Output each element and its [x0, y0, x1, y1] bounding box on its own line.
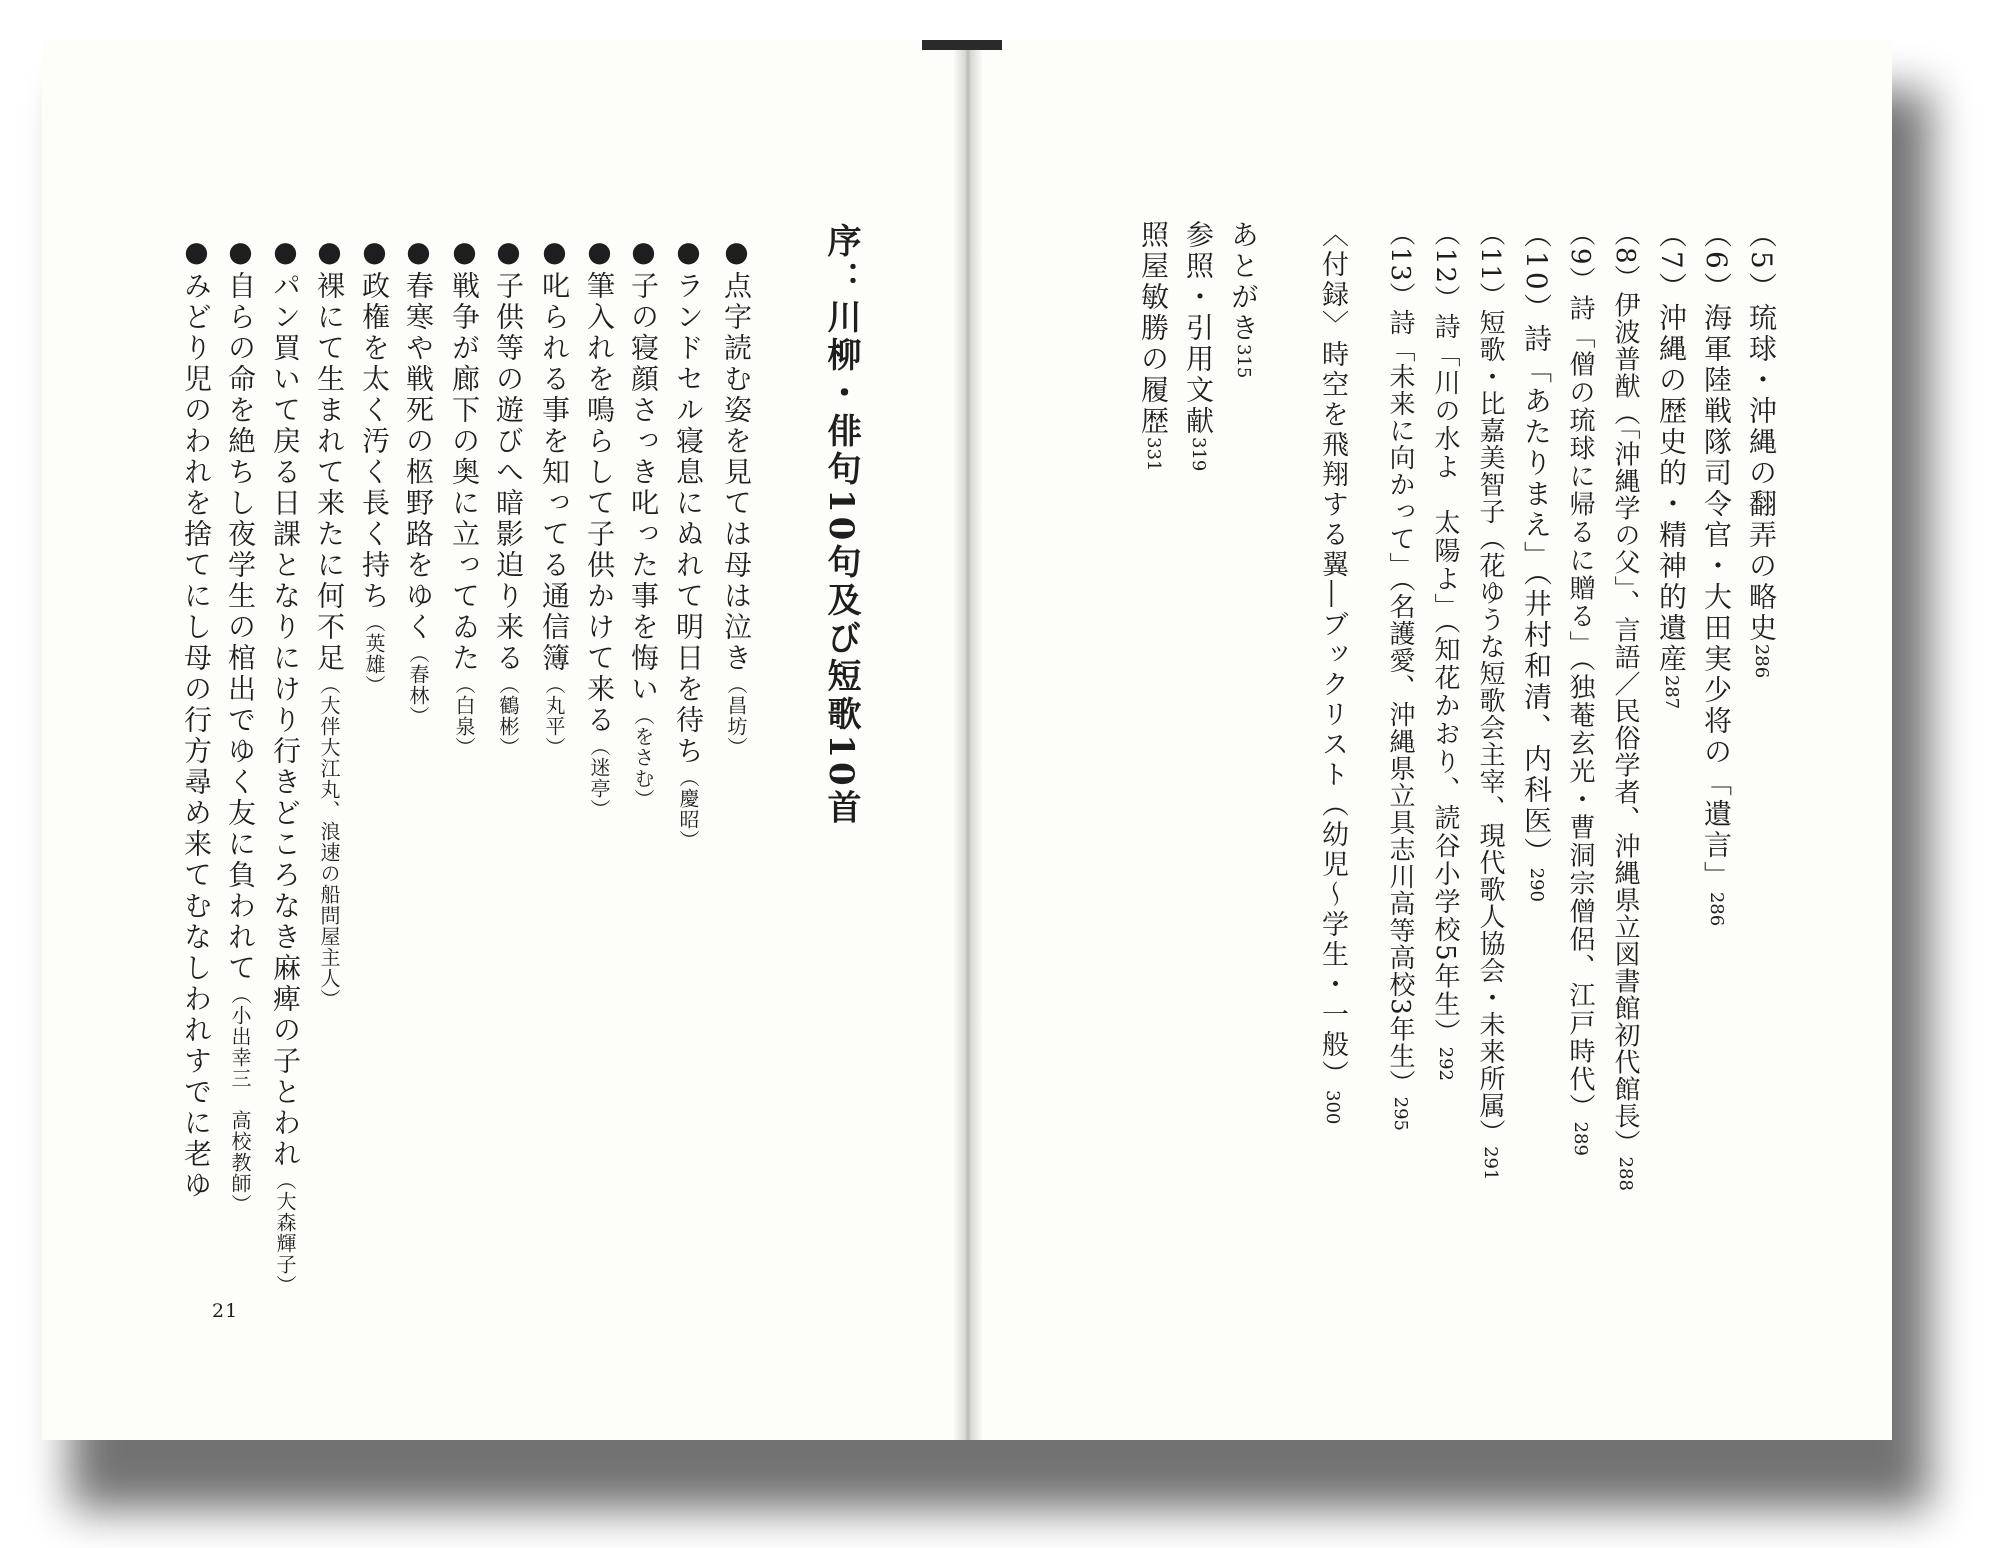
entry-11	[269, 235, 302, 1296]
entry-text: ●叱られる事を知ってる通信簿	[538, 235, 571, 674]
entry-author: （春林）	[406, 643, 430, 727]
entry-text: ●パン買いて戻る日課となりにけり行きどころなき麻痺の子とわれ	[269, 235, 302, 1170]
toc-page: 291	[1480, 1146, 1501, 1181]
entry-text: ●筆入れを鳴らして子供かけて来る	[583, 235, 616, 736]
entry-10	[313, 235, 346, 1010]
toc-page: 300	[1322, 1090, 1343, 1125]
entry-text: ●ランドセル寝息にぬれて明日を待ち	[672, 235, 705, 767]
toc-item-9	[1567, 220, 1593, 1156]
toc-item-afterword	[1227, 220, 1260, 379]
toc-text: 参照・引用文献	[1182, 220, 1215, 437]
entry-13	[180, 235, 213, 1201]
toc-page: 290	[1526, 867, 1547, 902]
entry-author: （鶴彬）	[496, 674, 520, 758]
book-gutter	[953, 40, 983, 1440]
section-heading: 序：川柳・俳句10句及び短歌10首	[821, 223, 861, 828]
toc-page: 288	[1615, 1156, 1636, 1191]
toc-page: 295	[1390, 1096, 1411, 1131]
entry-text: ●春寒や戦死の柩野路をゆく	[402, 235, 435, 643]
entry-author: （小出幸三 高校教師）	[228, 984, 252, 1215]
entry-author: （昌坊）	[724, 674, 748, 758]
toc-text: （13）詩「未来に向かって」（名護愛、沖縄県立具志川高等高校3年生）	[1385, 220, 1415, 1097]
entry-author: （英雄）	[362, 612, 386, 696]
toc-page: 319	[1188, 437, 1209, 472]
entry-8	[402, 235, 435, 727]
toc-page: 286	[1751, 643, 1772, 679]
entry-2	[672, 235, 705, 851]
toc-item-8	[1612, 220, 1638, 1191]
toc-text: （6）海軍陸戦隊司令官・大田実少将の「遺言」	[1700, 220, 1733, 892]
toc-item-6	[1700, 220, 1733, 927]
toc-item-biography	[1137, 220, 1170, 472]
entry-7	[448, 235, 481, 758]
entry-5	[538, 235, 571, 758]
toc-item-12	[1432, 220, 1458, 1081]
entry-author: （迷亭）	[587, 736, 611, 820]
entry-text: ●戦争が廊下の奥に立ってゐた	[448, 235, 481, 674]
toc-page: 292	[1435, 1046, 1456, 1081]
toc-page: 315	[1233, 344, 1254, 379]
entry-author: （丸平）	[542, 674, 566, 758]
right-page	[967, 40, 1892, 1440]
entry-12	[224, 235, 257, 1215]
toc-text: あとがき	[1227, 220, 1260, 344]
toc-item-7	[1655, 220, 1688, 710]
entry-author: （をさむ）	[631, 705, 655, 810]
entry-author: （慶昭）	[676, 767, 700, 851]
toc-page: 289	[1570, 1121, 1591, 1156]
toc-text: 〈付録〉時空を飛翔する翼―ブックリスト（幼児～学生・一般）	[1317, 220, 1348, 1090]
toc-item-13	[1387, 220, 1413, 1131]
toc-page: 286	[1706, 891, 1727, 927]
page-number: 21	[212, 1300, 239, 1322]
toc-text: （11）短歌・比嘉美智子（花ゆうな短歌会主宰、現代歌人協会・未来所属）	[1475, 220, 1505, 1147]
entry-text: ●子供等の遊びへ暗影迫り来る	[492, 235, 525, 674]
toc-text: 照屋敏勝の履歴	[1137, 220, 1170, 437]
toc-text: （7）沖縄の歴史的・精神的遺産	[1655, 220, 1688, 675]
entry-4	[583, 235, 616, 820]
toc-item-5	[1745, 220, 1778, 679]
toc-item-appendix	[1319, 220, 1346, 1124]
entry-6	[492, 235, 525, 758]
toc-text: （10）詩「あたりまえ」（井村和清、内科医）	[1520, 220, 1553, 868]
entry-text: ●みどり児のわれを捨てにし母の行方尋め来てむなしわれすでに老ゆ	[180, 235, 213, 1201]
toc-page: 331	[1143, 437, 1164, 472]
entry-author: （大伴大江丸、浪速の船問屋主人）	[317, 674, 341, 1010]
toc-page: 287	[1661, 674, 1682, 710]
open-book	[42, 40, 1892, 1440]
entry-text: ●政権を太く汚く長く持ち	[358, 235, 391, 612]
toc-text: （12）詩「川の水よ 太陽よ」（知花かおり、読谷小学校5年生）	[1430, 220, 1460, 1047]
entry-text: ●裸にて生まれて来たに何不足	[313, 235, 346, 674]
toc-item-11	[1477, 220, 1503, 1180]
toc-text: （5）琉球・沖縄の翻弄の略史	[1745, 220, 1778, 644]
entry-author: （大森輝子）	[273, 1170, 297, 1296]
entry-1	[720, 235, 753, 758]
toc-text: （9）詩「僧の琉球に帰るに贈る」（独菴玄光・曹洞宗僧侶、江戸時代）	[1565, 220, 1595, 1122]
toc-item-references	[1182, 220, 1215, 472]
left-page	[42, 40, 967, 1440]
spine-edge	[922, 40, 1002, 50]
entry-text: ●自らの命を絶ちし夜学生の棺出でゆく友に負われて	[224, 235, 257, 984]
entry-9	[358, 235, 391, 696]
entry-author: （白泉）	[452, 674, 476, 758]
entry-text: ●子の寝顔さっき叱った事を悔い	[627, 235, 660, 705]
entry-3	[627, 235, 660, 810]
entry-text: ●点字読む姿を見ては母は泣き	[720, 235, 753, 674]
toc-text: （8）伊波普猷（「沖縄学の父」、言語／民俗学者、沖縄県立図書館初代館長）	[1610, 220, 1640, 1157]
toc-item-10	[1520, 220, 1553, 902]
